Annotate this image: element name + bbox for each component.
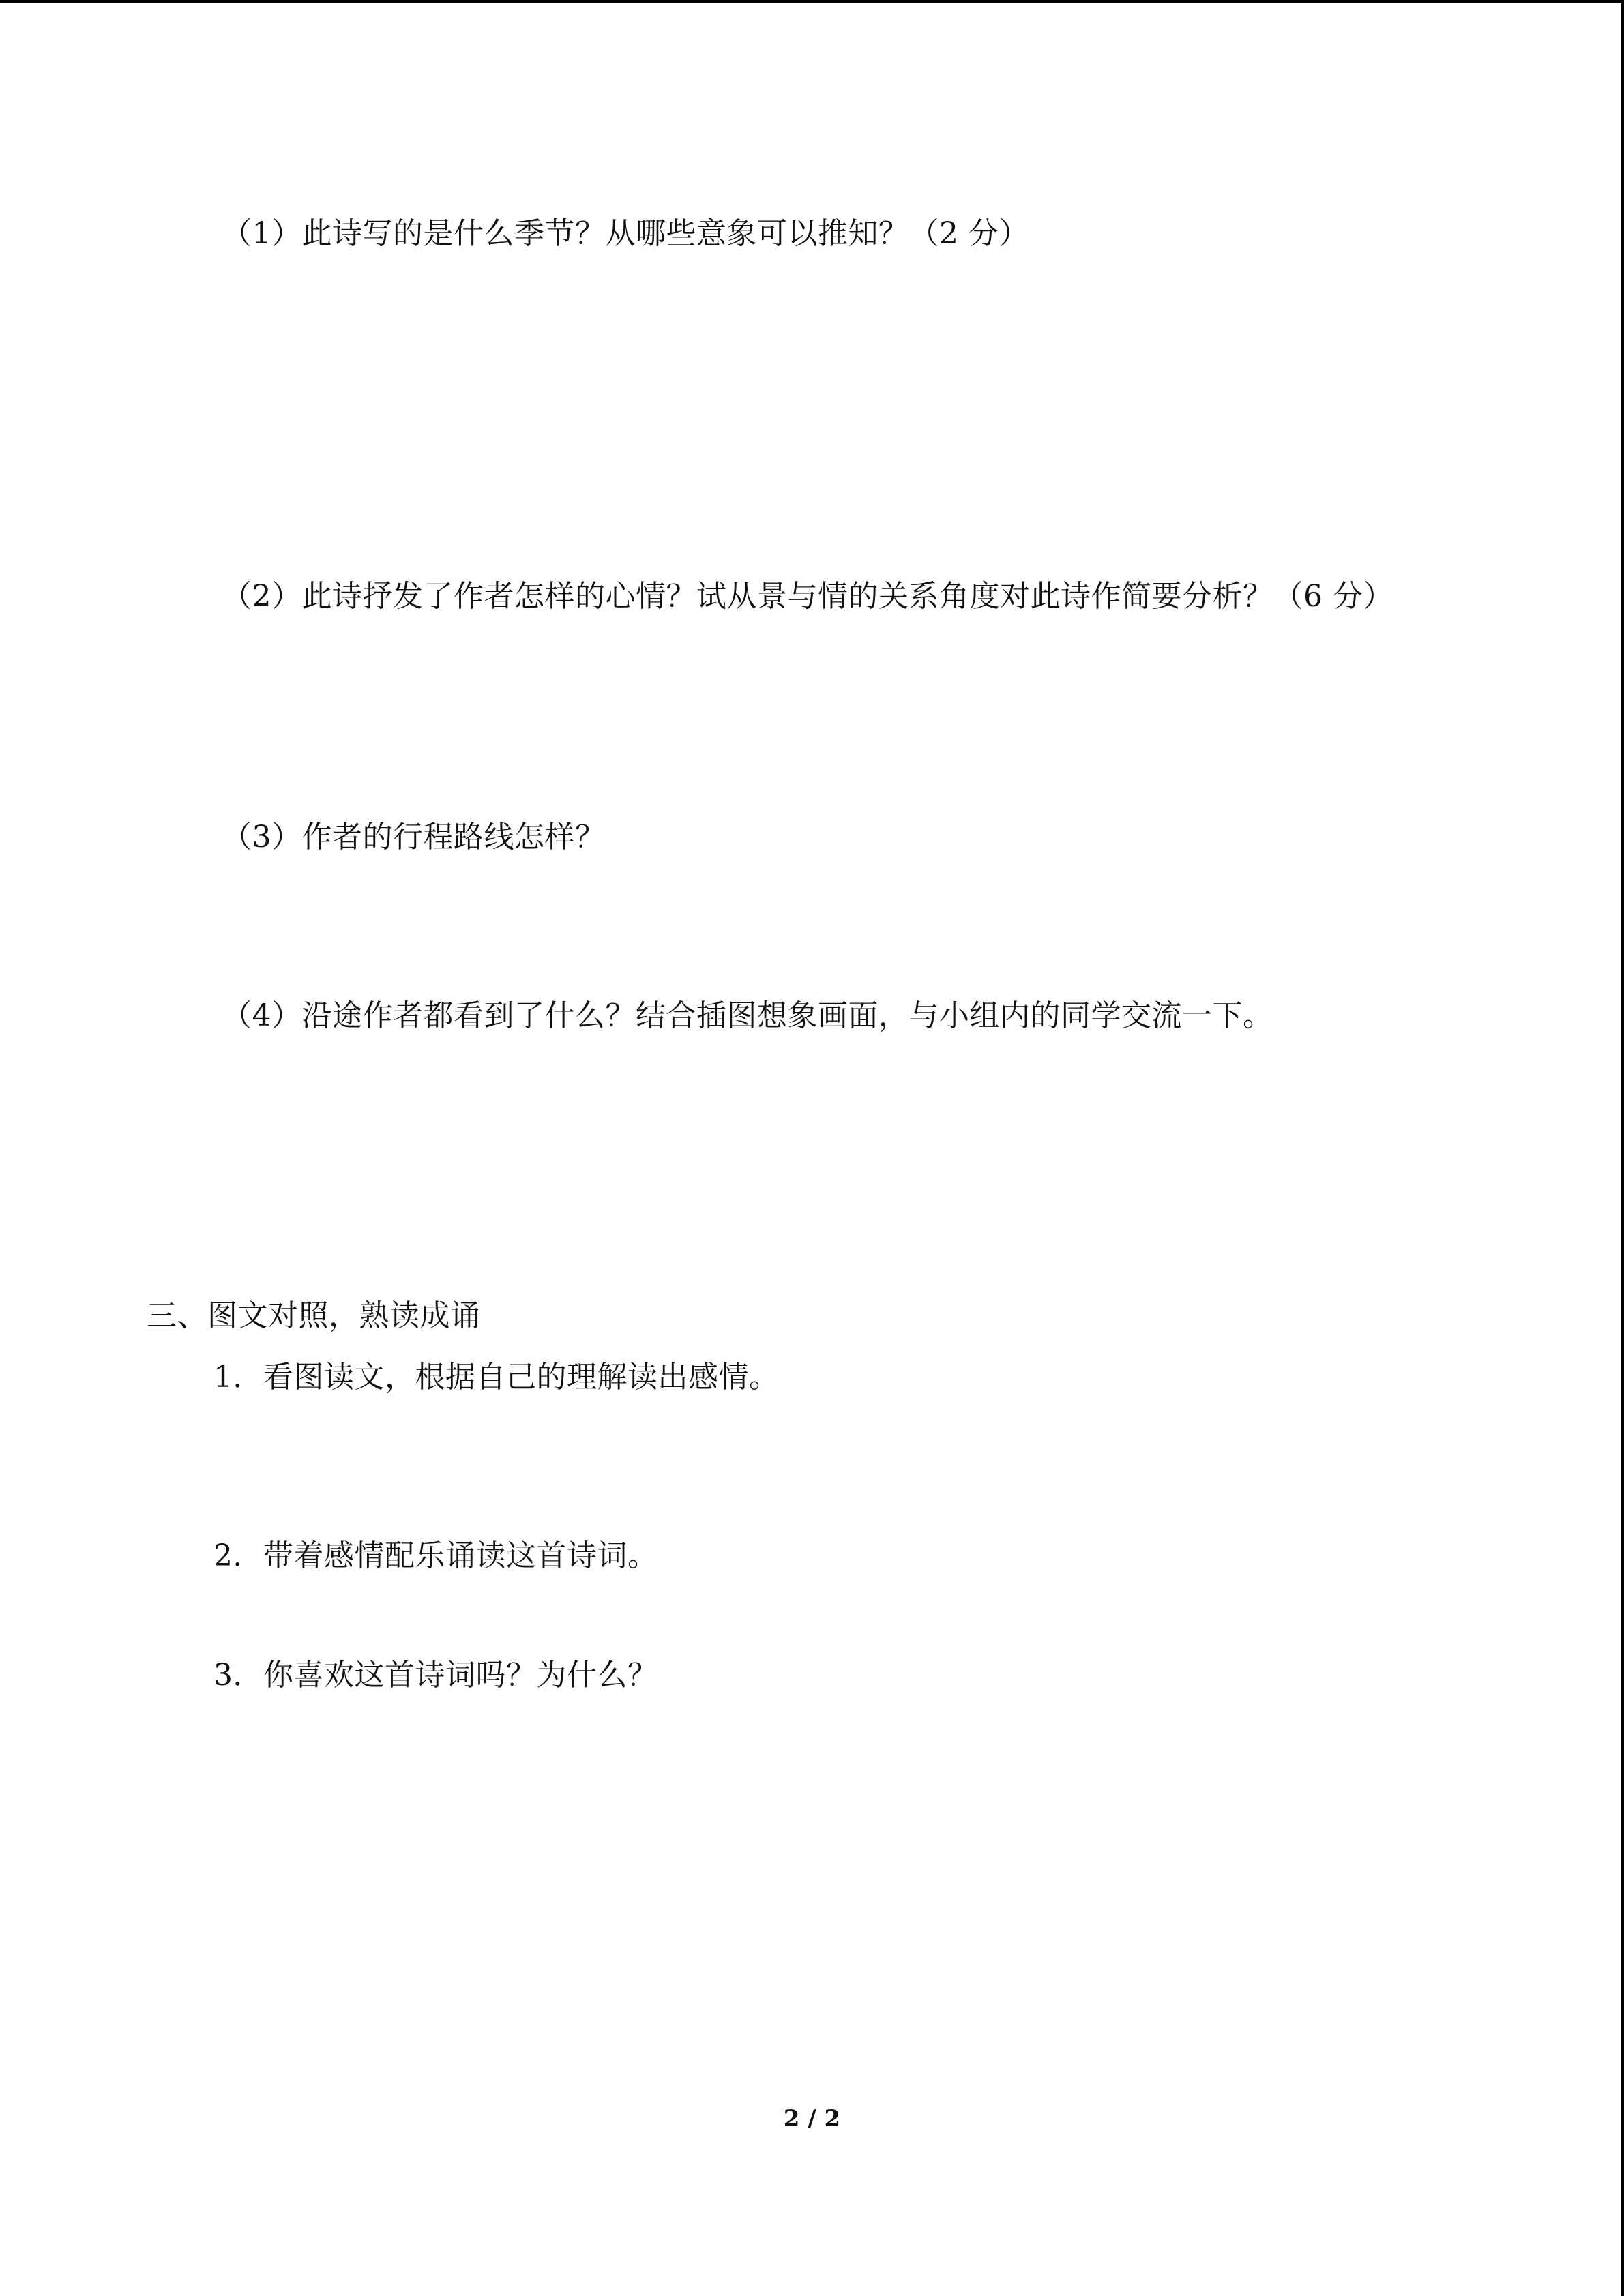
section-3-heading: 三、图文对照，熟读成诵	[147, 1298, 481, 1333]
question-1: （1）此诗写的是什么季节？从哪些意象可以推知？（2 分）	[222, 216, 1029, 251]
question-3: （3）作者的行程路线怎样？	[222, 820, 606, 854]
question-2: （2）此诗抒发了作者怎样的心情？试从景与情的关系角度对此诗作简要分析？（6 分）	[222, 579, 1393, 614]
page-number: 2 / 2	[783, 2105, 841, 2132]
section-3-item-2: 2．带着感情配乐诵读这首诗词。	[213, 1538, 658, 1573]
section-3-item-3: 3．你喜欢这首诗词吗？为什么？	[213, 1658, 658, 1693]
question-4: （4）沿途作者都看到了什么？结合插图想象画面，与小组内的同学交流一下。	[222, 998, 1273, 1033]
section-3-item-1: 1．看图读文，根据自己的理解读出感情。	[213, 1360, 780, 1395]
